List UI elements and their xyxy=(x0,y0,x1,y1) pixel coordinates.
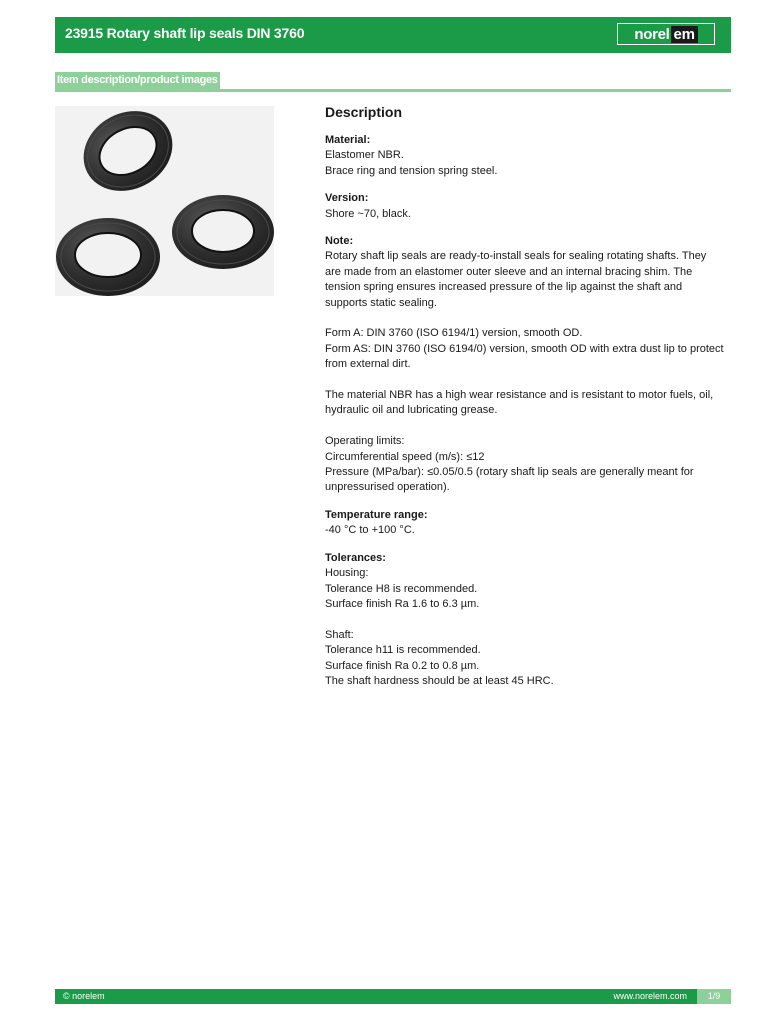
version-label: Version: xyxy=(325,192,369,205)
version-block xyxy=(325,191,725,222)
housing-title: Housing: xyxy=(325,567,369,580)
logo-text-part2: em xyxy=(671,26,698,43)
note-block xyxy=(325,234,725,496)
note-label: Note: xyxy=(325,235,354,248)
temperature-block xyxy=(325,508,725,539)
temperature-value: -40 °C to +100 °C. xyxy=(325,524,415,537)
tolerances-label: Tolerances: xyxy=(325,551,386,564)
seal-top xyxy=(70,106,187,206)
shaft-hardness: The shaft hardness should be at least 45 HRC. xyxy=(325,674,554,687)
note-paragraph-1: Rotary shaft lip seals are ready-to-install seals for sealing rotating shafts. They are made from an elastomer outer sleeve and an internal bracing shim. The tension spring ensures increased pressure of the lip against the shaft and supports static sealing. xyxy=(325,250,707,309)
operating-speed: Circumferential speed (m/s): ≤12 xyxy=(325,450,485,463)
seal-bottom-left xyxy=(56,218,160,296)
description-section xyxy=(325,103,725,701)
page-number: 1/9 xyxy=(697,989,731,1004)
material-block xyxy=(325,133,725,179)
tolerances-block xyxy=(325,551,725,690)
operating-limits-title: Operating limits: xyxy=(325,435,405,448)
housing-finish: Surface finish Ra 1.6 to 6.3 µm. xyxy=(325,597,480,610)
seals-illustration xyxy=(55,106,274,296)
page-title: 23915 Rotary shaft lip seals DIN 3760 xyxy=(65,25,305,41)
page-header xyxy=(55,17,731,53)
material-label: Material: xyxy=(325,134,371,146)
note-form-a: Form A: DIN 3760 (ISO 6194/1) version, smooth OD. xyxy=(325,327,583,340)
description-heading: Description xyxy=(325,104,403,120)
housing-tolerance: Tolerance H8 is recommended. xyxy=(325,582,478,595)
version-line: Shore ~70, black. xyxy=(325,207,411,220)
logo-text-part1: norel xyxy=(634,25,670,43)
material-line: Elastomer NBR. xyxy=(325,149,404,162)
norelem-logo xyxy=(617,23,715,45)
product-image xyxy=(55,106,274,296)
temperature-label: Temperature range: xyxy=(325,508,428,521)
section-tab: Item description/product images xyxy=(55,72,220,89)
shaft-tolerance: Tolerance h11 is recommended. xyxy=(325,644,481,657)
footer-copyright: © norelem xyxy=(63,991,105,1001)
material-line: Brace ring and tension spring steel. xyxy=(325,164,498,177)
footer-website-link[interactable]: www.norelem.com xyxy=(613,991,687,1001)
note-form-as: Form AS: DIN 3760 (ISO 6194/0) version, smooth OD with extra dust lip to protect from external dirt. xyxy=(325,342,724,371)
shaft-title: Shaft: xyxy=(325,628,354,641)
shaft-finish: Surface finish Ra 0.2 to 0.8 µm. xyxy=(325,659,480,672)
section-divider xyxy=(55,89,731,92)
note-paragraph-3: The material NBR has a high wear resistance and is resistant to motor fuels, oil, hydraulic oil and lubricating grease. xyxy=(325,389,714,417)
page-footer xyxy=(55,989,731,1004)
seal-right xyxy=(172,195,274,269)
operating-pressure: Pressure (MPa/bar): ≤0.05/0.5 (rotary shaft lip seals are generally meant for unpressurised operation). xyxy=(325,466,694,494)
